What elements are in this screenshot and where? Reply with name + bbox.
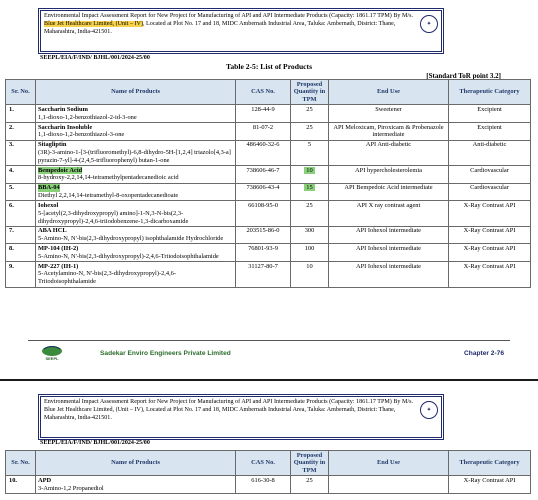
table-cell bbox=[6, 244, 36, 262]
therapeutic-category: Cardiovascular bbox=[470, 184, 509, 192]
product-iupac-name: 5-Acetylamino-N, N'-bis(2,3-dihydroxypropyl)-2,4,6-Triiodoisophthalamide bbox=[38, 270, 176, 286]
product-iupac-name: (3R)-3-amino-1-[3-(trifluoromethyl)-6,8-dihydro-5H-[1,2,4] triazolo[4,3-a] pyrazin-7-yl]-4-(2,4,5-trifluorophenyl) butan-1-one bbox=[38, 149, 231, 164]
table-cell bbox=[449, 476, 531, 494]
col-header-end-use: End Use bbox=[329, 451, 449, 476]
col-header-qty: Proposed Quantity in TPM bbox=[291, 80, 329, 105]
table-row bbox=[6, 244, 531, 262]
table-row bbox=[6, 166, 531, 184]
table-cell bbox=[6, 105, 36, 123]
table-cell bbox=[236, 166, 291, 184]
table-cell bbox=[6, 183, 36, 201]
end-use: API X ray contrast agent bbox=[356, 201, 421, 209]
proposed-quantity: 15 bbox=[306, 184, 313, 192]
end-use: API Iohexol intermediate bbox=[356, 244, 421, 252]
footer-company-name: Sadekar Enviro Engineers Private Limited bbox=[100, 350, 231, 357]
row-sr-no: 3. bbox=[9, 141, 14, 149]
table-cell bbox=[36, 244, 236, 262]
table-cell bbox=[449, 166, 531, 184]
product-name: MP-104 (IH-2) bbox=[38, 244, 79, 252]
therapeutic-category: X-Ray Contrast API bbox=[463, 244, 516, 252]
table-cell bbox=[449, 140, 531, 165]
document-ref-code-page2: SEEPL/EIA/F/IND/ BJHL/001/2024-25/00 bbox=[40, 440, 150, 446]
product-name: Saccharin Sodium bbox=[38, 105, 88, 113]
product-name: ABA HCL bbox=[38, 227, 67, 235]
table-row bbox=[6, 226, 531, 244]
cas-number: 128-44-9 bbox=[251, 105, 275, 113]
therapeutic-category: Anti-diabetic bbox=[472, 141, 507, 149]
table-cell bbox=[291, 183, 329, 201]
col-header-name: Name of Products bbox=[36, 451, 236, 476]
product-name: MP-227 (IH-1) bbox=[38, 262, 79, 270]
table-cell bbox=[6, 140, 36, 165]
col-header-name: Name of Products bbox=[36, 80, 236, 105]
cas-number: 486460-32-6 bbox=[246, 141, 280, 149]
table-cell bbox=[36, 166, 236, 184]
cas-number: 616-30-8 bbox=[251, 476, 275, 484]
table-cell bbox=[329, 226, 449, 244]
table-cell bbox=[236, 183, 291, 201]
table-cell bbox=[329, 262, 449, 287]
table-cell bbox=[6, 166, 36, 184]
end-use: API Iohexol intermediate bbox=[356, 262, 421, 270]
product-name: Sitagliptin bbox=[38, 141, 67, 149]
end-use: API Bempedoic Acid intermediate bbox=[344, 184, 433, 192]
table-cell bbox=[291, 226, 329, 244]
table-cell bbox=[291, 105, 329, 123]
table-cell bbox=[36, 226, 236, 244]
therapeutic-category: X-Ray Contrast API bbox=[463, 476, 516, 484]
company-seal-icon: ✦ bbox=[420, 15, 438, 33]
table-row bbox=[6, 123, 531, 141]
table-cell bbox=[449, 262, 531, 287]
table-cell bbox=[329, 183, 449, 201]
table-cell bbox=[449, 105, 531, 123]
product-iupac-name: 3-Amino-1,2 Propanediol bbox=[38, 484, 104, 492]
standard-tor-reference: [Standard ToR point 3.2] bbox=[426, 72, 501, 80]
table-cell bbox=[449, 123, 531, 141]
col-header-cas: CAS No. bbox=[236, 80, 291, 105]
table-row bbox=[6, 262, 531, 287]
product-iupac-name: 8-hydroxy-2,2,14,14-tetramethylpentadecanedioic acid bbox=[38, 174, 179, 182]
globe-icon bbox=[41, 344, 63, 356]
table-cell bbox=[36, 105, 236, 123]
table-cell bbox=[6, 123, 36, 141]
table-cell bbox=[6, 262, 36, 287]
therapeutic-category: X-Ray Contrast API bbox=[463, 227, 516, 235]
table-title: Table 2-5: List of Products bbox=[225, 62, 313, 71]
table-cell bbox=[6, 226, 36, 244]
table-cell bbox=[36, 140, 236, 165]
table-cell bbox=[236, 123, 291, 141]
table-cell bbox=[291, 262, 329, 287]
proposed-quantity: 100 bbox=[304, 244, 315, 252]
cas-number: 203515-86-0 bbox=[246, 227, 280, 235]
table-cell bbox=[6, 476, 36, 494]
proposed-quantity: 10 bbox=[306, 262, 313, 270]
cas-number: 31127-80-7 bbox=[248, 262, 278, 270]
footer-chapter-number: Chapter 2-76 bbox=[464, 350, 504, 357]
table-cell bbox=[291, 166, 329, 184]
table-cell bbox=[6, 201, 36, 226]
table-cell bbox=[236, 201, 291, 226]
table-header-row bbox=[6, 80, 531, 105]
table-row bbox=[6, 140, 531, 165]
end-use: API hypercholesterolemia bbox=[355, 166, 422, 174]
table-cell bbox=[236, 476, 291, 494]
company-seal-icon: ✦ bbox=[420, 401, 438, 419]
product-name: APD bbox=[38, 476, 52, 484]
cas-number: 66108-95-0 bbox=[248, 201, 278, 209]
table-cell bbox=[236, 244, 291, 262]
table-cell bbox=[449, 244, 531, 262]
table-row bbox=[6, 183, 531, 201]
table-cell bbox=[329, 201, 449, 226]
header-text-before: Environmental Impact Assessment Report for New Project for Manufacturing of API and API Intermediate Products (Capacity: 1861.17 TPM) By M/s. bbox=[44, 13, 414, 19]
row-sr-no: 4. bbox=[9, 166, 14, 174]
product-iupac-name: 1,1-dioxo-1,2-benzothiazol-2-id-3-one bbox=[38, 113, 137, 121]
table-cell bbox=[329, 166, 449, 184]
table-cell bbox=[449, 226, 531, 244]
table-cell bbox=[36, 476, 236, 494]
end-use: API Anti-diabetic bbox=[365, 141, 412, 149]
table-cell bbox=[291, 476, 329, 494]
row-sr-no: 7. bbox=[9, 227, 14, 235]
product-iupac-name: 1,1-dioxo-1,2-benzothiazol-3-one bbox=[38, 131, 125, 139]
proposed-quantity: 5 bbox=[307, 141, 312, 149]
table-cell bbox=[236, 105, 291, 123]
table-cell bbox=[329, 244, 449, 262]
product-iupac-name: 5-Amino-N, N'-bis(2,3-dihydroxypropyl) isophthalamide Hydrochloride bbox=[38, 235, 224, 243]
proposed-quantity: 300 bbox=[304, 227, 315, 235]
col-header-category: Therapeutic Category bbox=[449, 451, 531, 476]
end-use: API Meloxicam, Piroxicam & Probenazole intermediate bbox=[333, 123, 444, 139]
proposed-quantity: 10 bbox=[306, 166, 313, 174]
proposed-quantity: 25 bbox=[306, 105, 313, 113]
row-sr-no: 10. bbox=[9, 476, 17, 484]
table-cell bbox=[291, 201, 329, 226]
therapeutic-category: Excipient bbox=[477, 123, 502, 131]
product-iupac-name: 5-[acetyl(2,3-dihydroxypropyl) amino]-1-N,3-N-bis(2,3-dihydroxypropyl)-2,4,6-triiodobenzene-1,3-dicarboxamide bbox=[38, 209, 189, 225]
table-cell bbox=[449, 201, 531, 226]
page-separator bbox=[0, 379, 538, 381]
cas-number: 738606-46-7 bbox=[246, 166, 280, 174]
product-name: BBA-04 bbox=[38, 184, 60, 192]
col-header-sr: Sr. No. bbox=[6, 80, 36, 105]
footer-logo-text: SEEPL bbox=[45, 356, 59, 361]
therapeutic-category: X-Ray Contrast API bbox=[463, 262, 516, 270]
therapeutic-category: Cardiovascular bbox=[470, 166, 509, 174]
col-header-cas: CAS No. bbox=[236, 451, 291, 476]
table-row bbox=[6, 476, 531, 494]
table-row bbox=[6, 105, 531, 123]
col-header-category: Therapeutic Category bbox=[449, 80, 531, 105]
report-header-box bbox=[40, 10, 442, 52]
footer-divider bbox=[28, 340, 510, 341]
document-ref-code: SEEPL/EIA/F/IND/ BJHL/001/2024-25/00 bbox=[40, 55, 150, 61]
table-cell bbox=[329, 105, 449, 123]
row-sr-no: 5. bbox=[9, 184, 14, 192]
table-cell bbox=[36, 201, 236, 226]
table-cell bbox=[236, 226, 291, 244]
table-cell bbox=[291, 140, 329, 165]
table-cell bbox=[449, 183, 531, 201]
product-iupac-name: 5-Amino-N, N'-bis(2,3-dihydroxypropyl)-2,4,6-Triiodoisophthalamide bbox=[38, 252, 219, 260]
row-sr-no: 9. bbox=[9, 262, 14, 270]
table-cell bbox=[329, 123, 449, 141]
products-table bbox=[5, 79, 531, 288]
document-page-2 bbox=[0, 388, 538, 500]
end-use: Sweetener bbox=[375, 105, 402, 113]
table-header-row bbox=[6, 451, 531, 476]
row-sr-no: 6. bbox=[9, 201, 14, 209]
table-cell bbox=[329, 476, 449, 494]
product-name: Bempedoic Acid bbox=[38, 166, 83, 174]
page-footer bbox=[0, 340, 538, 370]
table-row bbox=[6, 201, 531, 226]
end-use: API Iohexol intermediate bbox=[356, 227, 421, 235]
row-sr-no: 2. bbox=[9, 123, 14, 131]
report-header-box-page2 bbox=[40, 396, 442, 438]
table-cell bbox=[36, 262, 236, 287]
table-cell bbox=[36, 123, 236, 141]
col-header-end-use: End Use bbox=[329, 80, 449, 105]
col-header-qty: Proposed Quantity in TPM bbox=[291, 451, 329, 476]
product-name: Iohexol bbox=[38, 201, 59, 209]
cas-number: 738606-43-4 bbox=[246, 184, 280, 192]
therapeutic-category: Excipient bbox=[477, 105, 502, 113]
table-cell bbox=[36, 183, 236, 201]
row-sr-no: 8. bbox=[9, 244, 14, 252]
header-text-page2: Environmental Impact Assessment Report for New Project for Manufacturing of API and API Intermediate Products (Capacity: 1861.17 TPM) By M/s. Blue Jet Healthcare Limited, (Unit – IV), Located at Plot No. 17 and 18, MIDC Ambernath Industrial Area, Taluka: Ambernath, District: Thane, Maharashtra, India-421501. bbox=[44, 399, 414, 421]
table-cell bbox=[329, 140, 449, 165]
proposed-quantity: 25 bbox=[306, 476, 313, 484]
proposed-quantity: 25 bbox=[306, 201, 313, 209]
col-header-sr: Sr. No. bbox=[6, 451, 36, 476]
table-cell bbox=[291, 244, 329, 262]
proposed-quantity: 25 bbox=[306, 123, 313, 131]
footer-logo-icon bbox=[40, 344, 64, 362]
product-iupac-name: Diethyl 2,2,14,14-tetramethyl-8-oxopentadecanedioate bbox=[38, 192, 179, 200]
header-company-highlight: Blue Jet Healthcare Limited, (Unit – IV) bbox=[44, 20, 143, 27]
header-text-after: , Located at Plot No. 17 and 18, MIDC Ambernath Industrial Area, Taluka: Ambernath, District: Thane, Maharashtra, India-421501. bbox=[44, 20, 396, 35]
therapeutic-category: X-Ray Contrast API bbox=[463, 201, 516, 209]
products-table-continued bbox=[5, 450, 531, 494]
product-name: Saccharin Insoluble bbox=[38, 123, 93, 131]
table-cell bbox=[236, 262, 291, 287]
table-cell bbox=[291, 123, 329, 141]
table-cell bbox=[236, 140, 291, 165]
cas-number: 76801-93-9 bbox=[248, 244, 278, 252]
row-sr-no: 1. bbox=[9, 105, 14, 113]
cas-number: 81-07-2 bbox=[252, 123, 274, 131]
